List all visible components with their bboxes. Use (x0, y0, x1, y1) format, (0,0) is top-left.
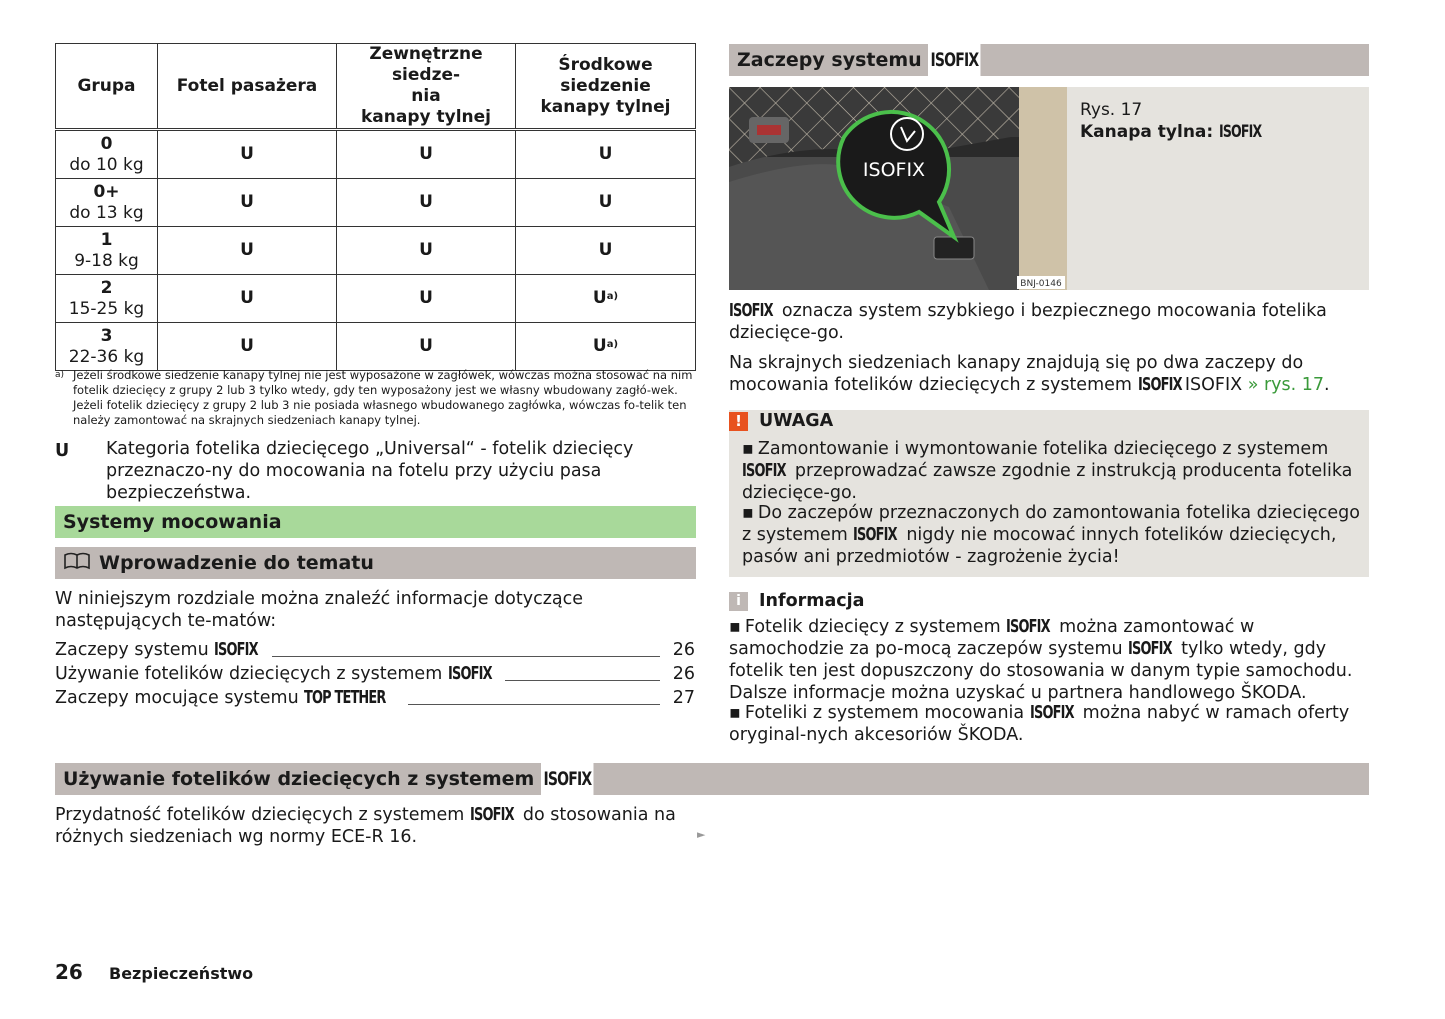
info-text-b: można nabyć w ramach oferty oryginal-nych akcesoriów ŠKODA. (729, 703, 1350, 745)
cell (516, 275, 696, 323)
footnote-ref: a) (606, 291, 619, 302)
info-icon (729, 592, 748, 611)
info-text: Fotelik dziecięcy z systemem (744, 617, 1001, 637)
toc-label-text: Używanie fotelików dziecięcych z systemem (55, 664, 443, 684)
anchors-paragraph: Na skrajnych siedzeniach kanapy znajdują się po dwa zaczepy do mocowania fotelików dziecięcych z systemem ISOFIX ISOFIX » rys. 17. (729, 353, 1330, 395)
toc-page: 26 (665, 640, 695, 660)
warning-text-b: przeprowadzać zawsze zgodnie z instrukcją producenta fotelika dziecięce-go. (742, 461, 1353, 503)
figure-link[interactable]: » rys. 17 (1247, 375, 1325, 395)
cell-value: U (598, 192, 613, 212)
cell-value: U (598, 144, 613, 164)
table-row (56, 323, 696, 371)
cell-value: U (592, 288, 607, 308)
info-title: Informacja (759, 591, 865, 611)
cell-value: U (592, 336, 607, 356)
footnote-ref: a) (606, 339, 619, 350)
right-title-text: Zaczepy systemu (737, 49, 922, 71)
group-weight: 15-25 kg (68, 298, 145, 319)
toc-entry[interactable] (55, 664, 695, 688)
info-text-b: można zamontować w samochodzie za po-mocą zaczepów systemu (729, 617, 1255, 659)
header-middle-seat: Środkowe siedzenie kanapy tylnej (516, 44, 696, 130)
cell: U (158, 323, 337, 371)
anchors-text-b: ISOFIX (1184, 375, 1243, 395)
table-row (56, 227, 696, 275)
warning-icon-glyph: ! (729, 412, 748, 431)
isofix-logo: ISOFIX (1029, 703, 1074, 723)
info-icon-glyph: i (729, 592, 748, 611)
table-footnote (55, 368, 695, 428)
intro-header (55, 547, 696, 579)
group-weight: 22-36 kg (68, 346, 145, 367)
info-text: Foteliki z systemem mocowania (744, 703, 1025, 723)
header-group: Grupa (56, 44, 158, 130)
header-passenger: Fotel pasażera (158, 44, 337, 130)
figure-label: Rys. 17 (1080, 100, 1143, 120)
isofix-description (729, 300, 1369, 344)
group-weight: do 10 kg (69, 154, 144, 175)
toc-label (55, 640, 272, 660)
figure-caption (1080, 99, 1265, 143)
cell: U (158, 227, 337, 275)
toc-entry[interactable] (55, 640, 695, 664)
info-text-c: tylko wtedy, gdy fotelik ten jest dopuszczony do stosowania w danym typie samochodu. Dalsze informacje można uzyskać u partnera handlowego ŠKODA. (729, 639, 1353, 703)
group-number: 0+ (93, 181, 120, 202)
cell: U (337, 323, 516, 371)
usage-text-a: Przydatność fotelików dziecięcych z systemem (55, 805, 465, 825)
isofix-logo: ISOFIX (1128, 639, 1172, 659)
toc-label-text: Zaczepy systemu (55, 640, 209, 660)
usage-title-text: Używanie fotelików dziecięcych z systemem (63, 768, 535, 790)
usage-text-b: do stosowania na różnych siedzeniach wg normy ECE-R 16. (55, 805, 676, 847)
warning-text: Do zaczepów przeznaczonych do zamontowania fotelika dziecięcego z systemem (742, 503, 1360, 545)
warning-item (742, 502, 1362, 568)
cell: U (337, 179, 516, 227)
cell: U (158, 179, 337, 227)
toc-label (55, 688, 408, 708)
cell (516, 323, 696, 371)
warning-title: UWAGA (759, 411, 834, 431)
figure-caption-line (1080, 121, 1265, 143)
group-weight: do 13 kg (69, 202, 144, 223)
toc-page: 27 (665, 688, 695, 708)
header-outer-seats: Zewnętrzne siedze- nia kanapy tylnej (337, 44, 516, 130)
warning-text-b: nigdy nie mocować innych fotelików dziecięcych, pasów ani przedmiotów - zagrożenie życia! (742, 525, 1337, 567)
continue-arrow-icon: ► (697, 828, 706, 841)
right-section-title (729, 44, 1369, 76)
isofix-logo: ISOFIX (928, 44, 981, 76)
warning-icon (729, 412, 748, 431)
isofix-logo: ISOFIX (853, 525, 898, 545)
isofix-logo: ISOFIX (742, 461, 786, 481)
group-number: 2 (100, 277, 113, 298)
cell: U (158, 130, 337, 179)
toc-entry[interactable] (55, 688, 695, 712)
u-definition (55, 438, 695, 504)
table-row (56, 275, 696, 323)
isofix-logo: ISOFIX (447, 664, 492, 684)
seat-photo (729, 87, 1067, 290)
book-icon (63, 548, 91, 580)
cell (516, 227, 696, 275)
group-number: 1 (100, 229, 113, 250)
page-number: 26 (55, 960, 83, 984)
cell-value: U (598, 240, 613, 260)
group-number: 0 (100, 133, 113, 154)
isofix-logo: ISOFIX (541, 763, 594, 795)
info-item (729, 616, 1369, 704)
cell: U (337, 275, 516, 323)
toc-label-text: Zaczepy mocujące systemu (55, 688, 299, 708)
section-title-fixing-systems: Systemy mocowania (55, 506, 696, 538)
table-row (56, 179, 696, 227)
cell (516, 130, 696, 179)
footnote-text: Jeżeli środkowe siedzenie kanapy tylnej nie jest wyposażone w zagłówek, wówczas można stosować na nim fotelik dziecięcy z grupy 2 lub 3 tylko wtedy, gdy ten wyposażony jest we własny wbudowany zagłó-wek. Jeżeli fotelik dziecięcy z grupy 2 lub 3 nie posiada własnego wbudowanego zagłówka, wówczas fo-telik ten należy zamontować na skrajnych siedzeniach kanapy tylnej. (73, 368, 693, 427)
isofix-logo: ISOFIX (214, 640, 258, 660)
footnote-marker: a) (55, 370, 65, 380)
table-row (56, 130, 696, 179)
warning-text: Zamontowanie i wymontowanie fotelika dziecięcego z systemem (757, 439, 1329, 459)
group-number: 3 (100, 325, 113, 346)
isofix-logo: ISOFIX (729, 301, 773, 321)
child-seat-table (55, 43, 696, 371)
intro-text: W niniejszym rozdziale można znaleźć informacje dotyczące następujących te-matów: (55, 589, 584, 631)
section-title-usage (55, 763, 1369, 795)
isofix-description-text: oznacza system szybkiego i bezpiecznego mocowania fotelika dziecięce-go. (729, 301, 1327, 343)
top-tether-logo: TOP TETHER (304, 688, 386, 708)
toc-label (55, 664, 505, 684)
definition-text: Kategoria fotelika dziecięcego „Universal“ - fotelik dziecięcy przeznaczo-ny do mocowania na fotelu przy użyciu pasa bezpieczeństwa. (106, 439, 634, 503)
cell: U (337, 227, 516, 275)
toc-page: 26 (665, 664, 695, 684)
figure-code: BNJ-0146 (1020, 279, 1062, 289)
cell (516, 179, 696, 227)
bubble-label: ISOFIX (862, 159, 926, 181)
isofix-logo: ISOFIX (1219, 122, 1262, 142)
intro-title: Wprowadzenie do tematu (99, 552, 374, 574)
cell: U (158, 275, 337, 323)
definition-key: U (55, 441, 70, 461)
isofix-logo: ISOFIX (1006, 617, 1050, 637)
usage-text (55, 804, 695, 848)
warning-item (742, 438, 1362, 504)
info-item (729, 702, 1369, 746)
figure-caption-text: Kanapa tylna: (1080, 122, 1214, 142)
isofix-logo: ISOFIX (469, 805, 514, 825)
isofix-logo: ISOFIX (1137, 375, 1182, 395)
group-weight: 9-18 kg (74, 250, 139, 271)
footer-section: Bezpieczeństwo (109, 964, 254, 983)
cell: U (337, 130, 516, 179)
anchors-text: Na skrajnych siedzeniach kanapy znajdują się po dwa zaczepy do mocowania fotelików dziecięcych z systemem (729, 353, 1304, 395)
